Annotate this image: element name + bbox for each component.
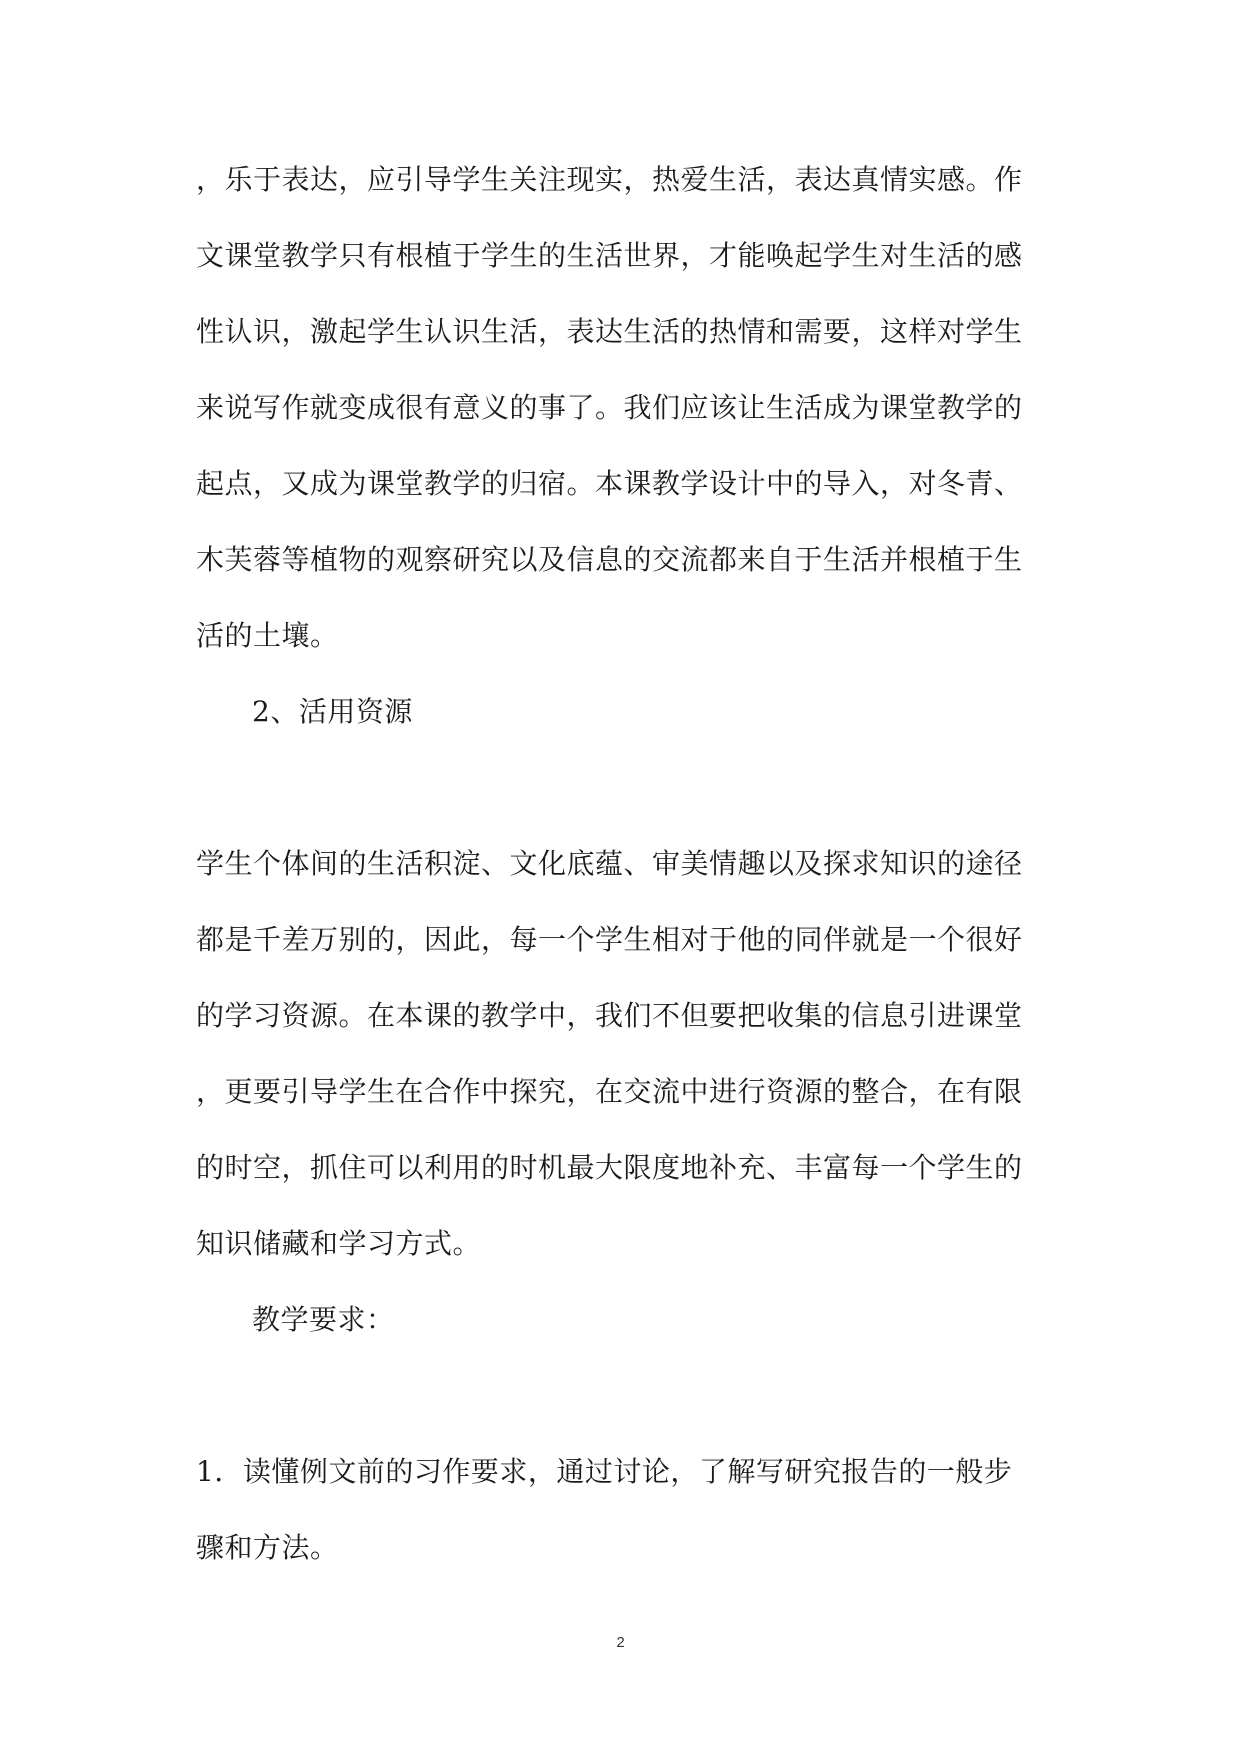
body-text-line: 都是千差万别的，因此，每一个学生相对于他的同伴就是一个很好 <box>196 923 1023 956</box>
body-text-line: 学生个体间的生活积淀、文化底蕴、审美情趣以及探求知识的途径 <box>196 847 1023 880</box>
body-text-line: 木芙蓉等植物的观察研究以及信息的交流都来自于生活并根植于生 <box>196 543 1023 576</box>
body-text-line: 起点，又成为课堂教学的归宿。本课教学设计中的导入，对冬青、 <box>196 467 1023 500</box>
body-text-line: 文课堂教学只有根植于学生的生活世界，才能唤起学生对生活的感 <box>196 239 1023 272</box>
list-item-text: 1．读懂例文前的习作要求，通过讨论，了解写研究报告的一般步 <box>196 1455 1013 1488</box>
section-heading: 2、活用资源 <box>252 695 413 728</box>
page-number: 2 <box>616 1634 625 1651</box>
body-text-line: 来说写作就变成很有意义的事了。我们应该让生活成为课堂教学的 <box>196 391 1023 424</box>
body-text-line: 的学习资源。在本课的教学中，我们不但要把收集的信息引进课堂 <box>196 999 1023 1032</box>
body-text-line: 性认识，激起学生认识生活，表达生活的热情和需要，这样对学生 <box>196 315 1023 348</box>
body-text-line: ，更要引导学生在合作中探究，在交流中进行资源的整合，在有限 <box>196 1075 1023 1108</box>
section-heading: 教学要求： <box>252 1303 395 1336</box>
body-text-line: 活的土壤。 <box>196 619 339 652</box>
body-text-line: 的时空，抓住可以利用的时机最大限度地补充、丰富每一个学生的 <box>196 1151 1023 1184</box>
body-text-line: 知识储藏和学习方式。 <box>196 1227 482 1260</box>
body-text-line: ，乐于表达，应引导学生关注现实，热爱生活，表达真情实感。作 <box>196 163 1023 196</box>
list-item-text: 骤和方法。 <box>196 1531 339 1564</box>
